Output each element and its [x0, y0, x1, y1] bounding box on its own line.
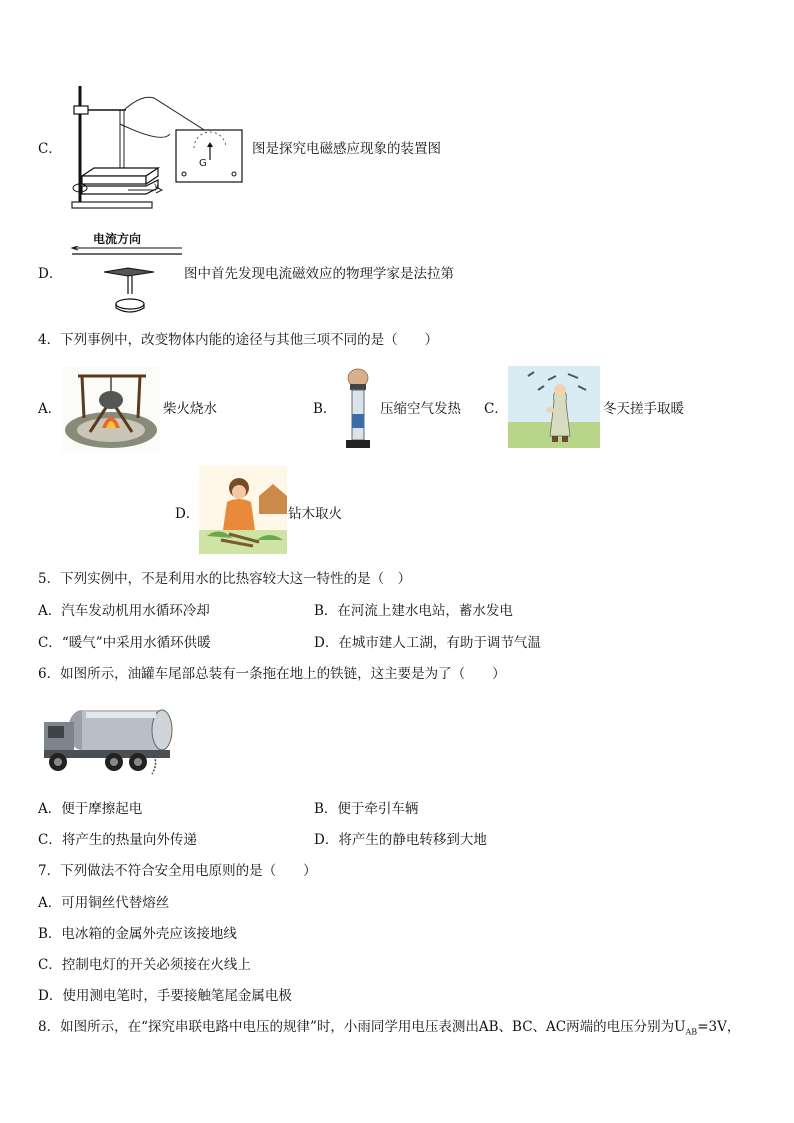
option-d-text: 图中首先发现电流磁效应的物理学家是法拉第: [184, 266, 454, 282]
q6-stem: 6．如图所示，油罐车尾部总装有一条拖在地上的铁链，这主要是为了（ ）: [38, 666, 506, 682]
q6-option-a: A．便于摩擦起电: [38, 801, 143, 817]
q4-option-c-text: 冬天搓手取暖: [603, 401, 684, 417]
q4-option-a-letter: A．: [38, 401, 62, 417]
q8-subscript: AB: [685, 1027, 698, 1037]
q5-option-d: D．在城市建人工湖，有助于调节气温: [314, 635, 541, 651]
q8-stem-tail: =3V，: [697, 1019, 741, 1035]
option-d-letter: D．: [38, 266, 63, 282]
q4-option-b-text: 压缩空气发热: [380, 401, 461, 417]
drilling-wood-fire-image: [199, 466, 287, 554]
q4-option-d-letter: D．: [175, 506, 200, 522]
q5-option-b: B．在河流上建水电站，蓄水发电: [314, 603, 513, 619]
rubbing-hands-image: [508, 366, 600, 448]
option-c-text: 图是探究电磁感应现象的装置图: [252, 141, 441, 157]
q7-option-c: C．控制电灯的开关必须接在火线上: [38, 957, 251, 973]
svg-text:v: v: [154, 181, 159, 190]
galvanometer-label: G: [199, 158, 207, 169]
oil-tanker-truck-image: [42, 700, 174, 780]
q5-stem: 5．下列实例中，不是利用水的比热容较大这一特性的是（ ）: [38, 571, 412, 587]
q8-stem-line: [38, 1018, 740, 1042]
q4-option-b-letter: B．: [313, 401, 337, 417]
campfire-kettle-image: [62, 366, 160, 452]
air-compression-syringe-image: [336, 364, 380, 452]
current-direction-label: 电流方向: [93, 232, 142, 246]
q5-option-a: A．汽车发动机用水循环冷却: [38, 603, 210, 619]
q7-stem: 7．下列做法不符合安全用电原则的是（ ）: [38, 863, 317, 879]
q7-option-d: D．使用测电笔时，手要接触笔尾金属电极: [38, 988, 292, 1004]
q6-option-c: C．将产生的热量向外传递: [38, 832, 197, 848]
option-c-letter: C．: [38, 141, 62, 157]
q6-option-b: B．便于牵引车辆: [314, 801, 419, 817]
q6-option-d: D．将产生的静电转移到大地: [314, 832, 487, 848]
q4-option-d-text: 钻木取火: [288, 506, 342, 522]
q4-option-c-letter: C．: [484, 401, 508, 417]
q8-stem: 8．如图所示，在“探究串联电路中电压的规律”时，小雨同学用电压表测出AB、BC、AC两端的电压分别为U: [38, 1019, 686, 1035]
q5-option-c: C．“暖气”中采用水循环供暖: [38, 635, 211, 651]
q4-option-a-text: 柴火烧水: [163, 401, 217, 417]
q7-option-b: B．电冰箱的金属外壳应该接地线: [38, 926, 237, 942]
q7-option-a: A．可用铜丝代替熔丝: [38, 895, 170, 911]
oersted-experiment-figure: [70, 246, 186, 316]
q4-stem: 4．下列事例中，改变物体内能的途径与其他三项不同的是（ ）: [38, 332, 439, 348]
induction-apparatus-figure: [62, 84, 254, 212]
